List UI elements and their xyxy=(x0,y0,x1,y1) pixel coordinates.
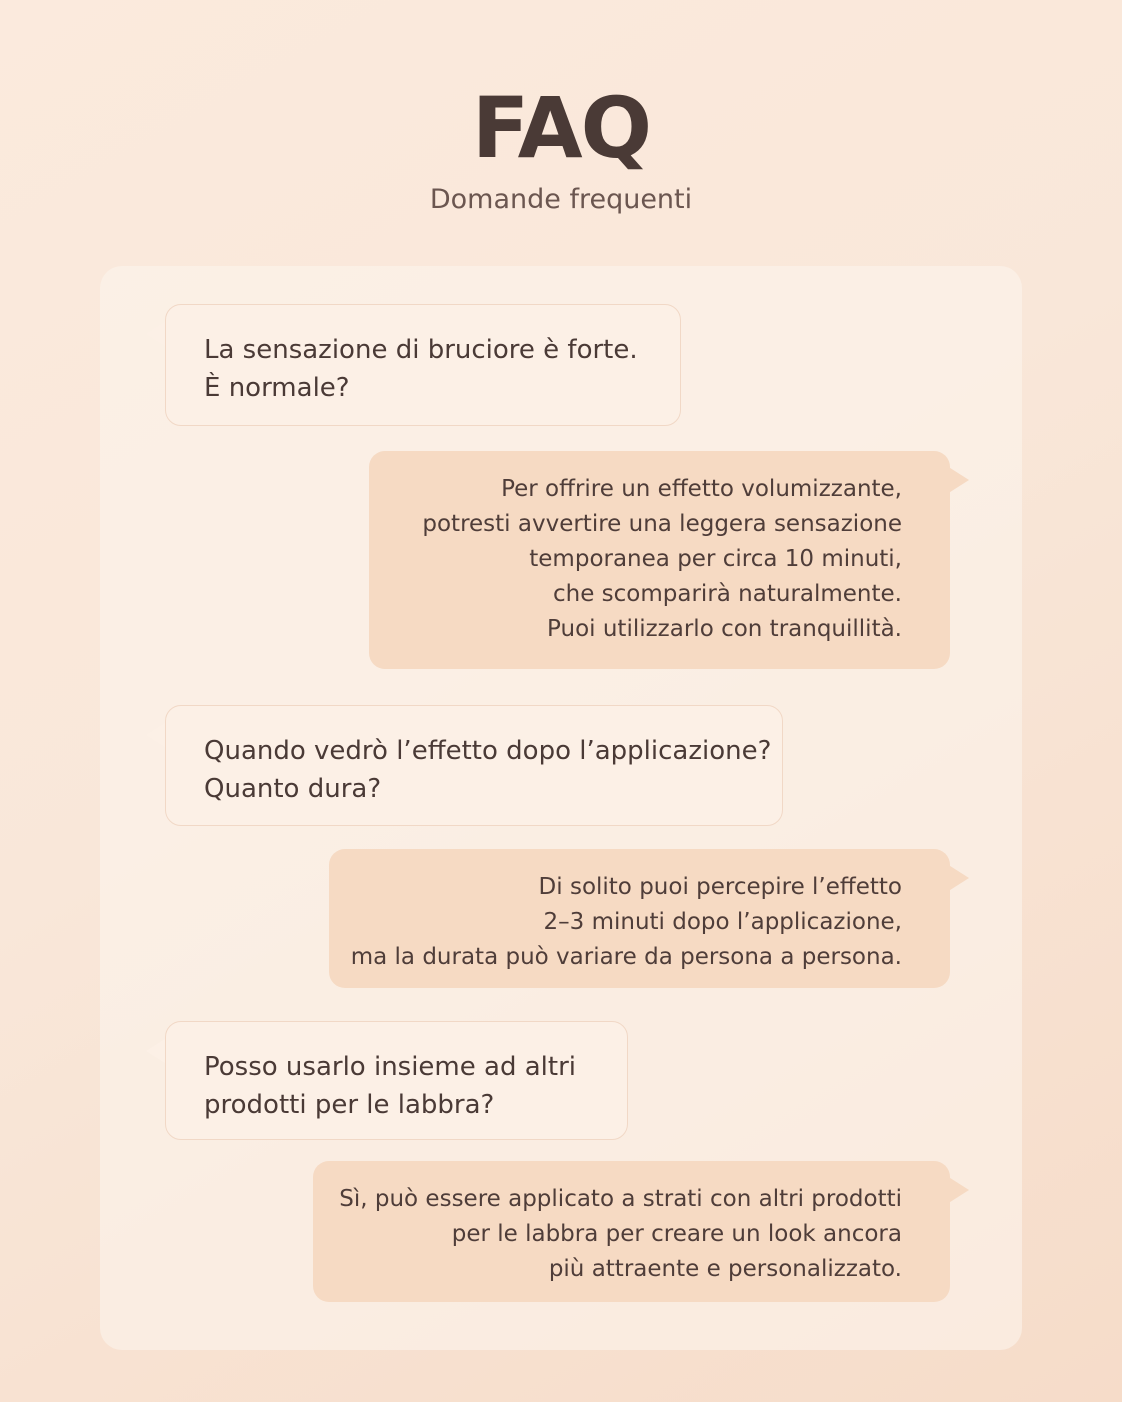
page-header xyxy=(0,78,1122,218)
faq-question-3: Posso usarlo insieme ad altri prodotti per le labbra? xyxy=(165,1021,628,1140)
faq-question-1: La sensazione di bruciore è forte. È normale? xyxy=(165,304,681,426)
answer-bubble-tail xyxy=(947,466,969,494)
faq-answer-3: Sì, può essere applicato a strati con altri prodotti per le labbra per creare un look ancora più attraente e personalizzato. xyxy=(313,1161,950,1302)
answer-bubble-tail xyxy=(947,864,969,892)
page-title: FAQ xyxy=(471,79,651,177)
faq-answer-1: Per offrire un effetto volumizzante, potresti avvertire una leggera sensazione temporanea per circa 10 minuti, che scomparirà naturalmente. Puoi utilizzarlo con tranquillità. xyxy=(369,451,950,669)
page-subtitle: Domande frequenti xyxy=(429,184,693,215)
faq-answer-2: Di solito puoi percepire l’effetto 2–3 minuti dopo l’applicazione, ma la durata può variare da persona a persona. xyxy=(329,849,950,988)
faq-question-2: Quando vedrò l’effetto dopo l’applicazione? Quanto dura? xyxy=(165,705,783,826)
answer-bubble-tail xyxy=(947,1176,969,1204)
